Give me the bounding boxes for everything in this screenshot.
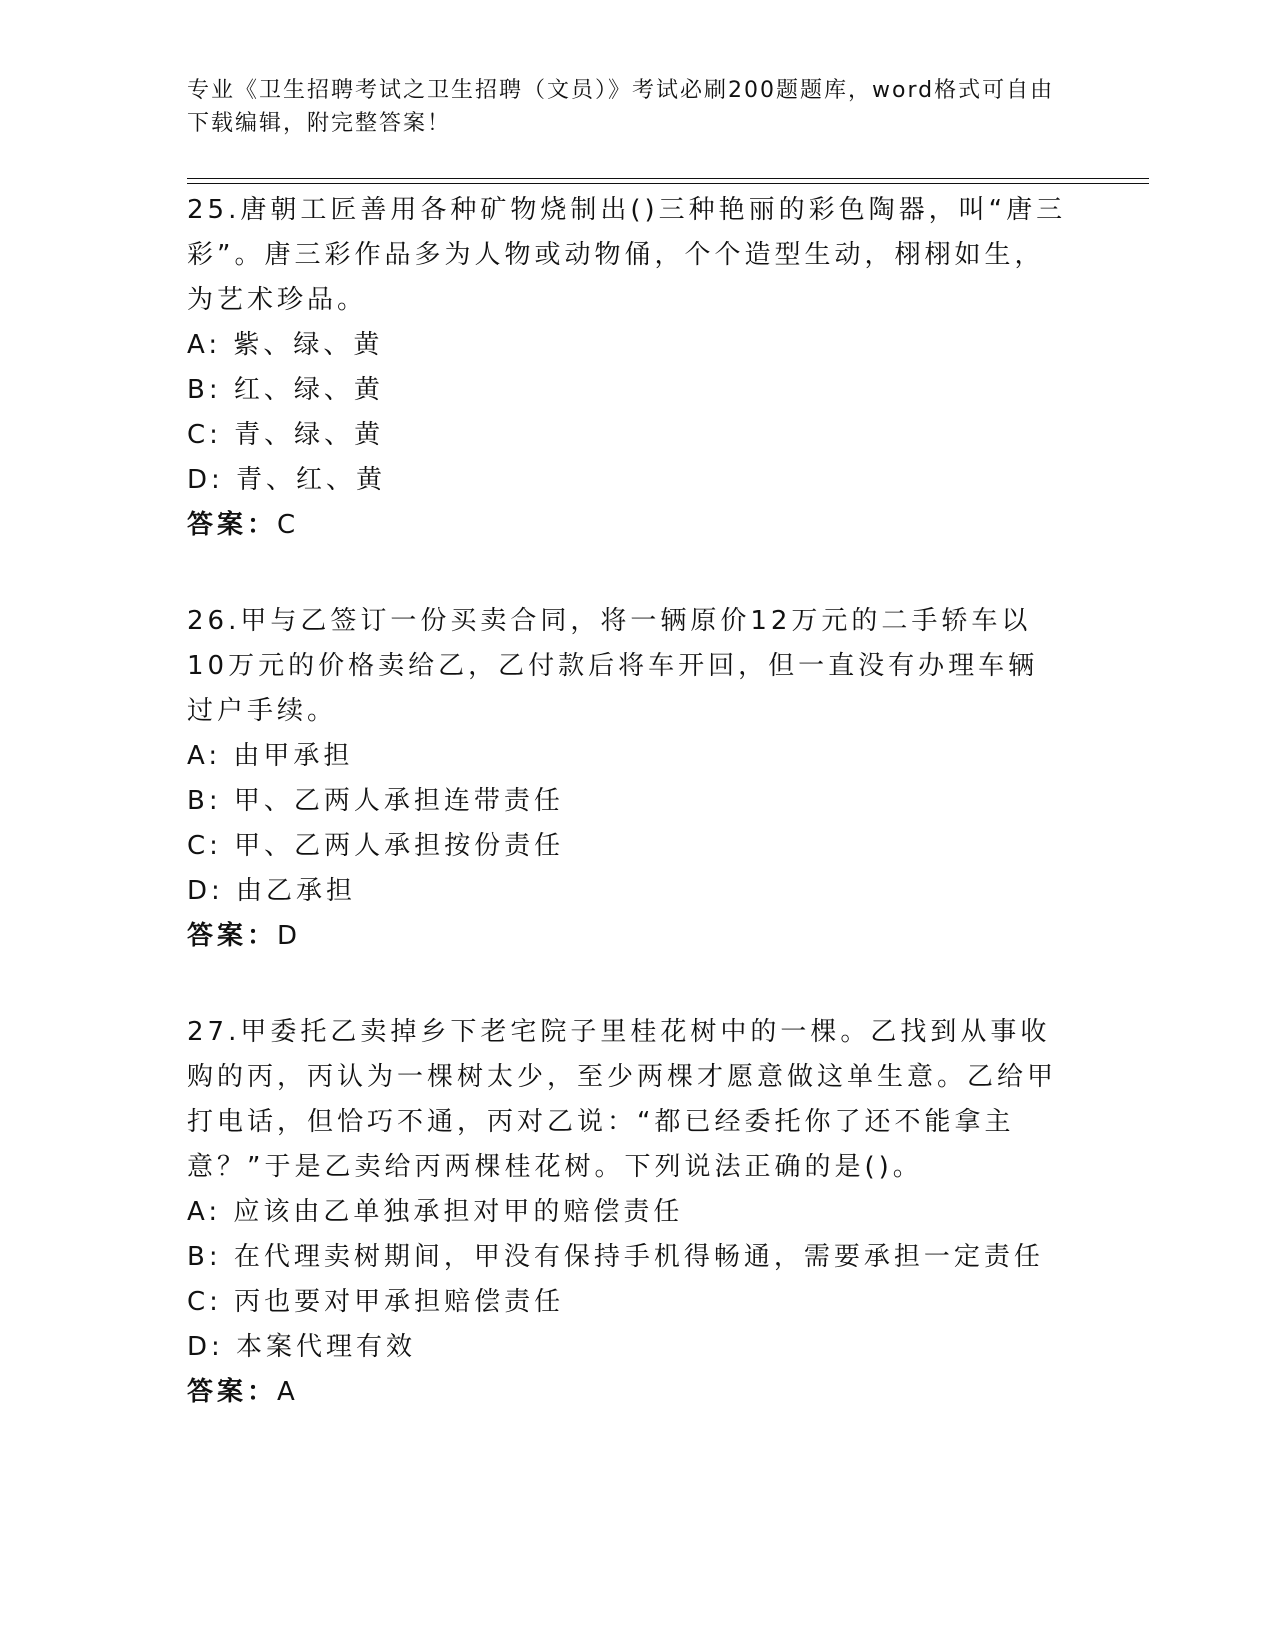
option-c: C: 青、绿、黄 [187,420,385,450]
answer-value: D [277,921,302,951]
header-divider-bottom [187,183,1149,184]
question-stem: 25.唐朝工匠善用各种矿物烧制出()三种艳丽的彩色陶器，叫“唐三彩”。唐三彩作品多为人物或动物俑，个个造型生动，栩栩如生，为艺术珍品。 [187,195,1067,315]
document-header: 专业《卫生招聘考试之卫生招聘（文员）》考试必刷200题题库，word格式可自由下载编辑，附完整答案！ [187,78,1055,136]
answer-label: 答案： [187,921,278,951]
answer-line [187,1370,1067,1415]
answer-line [187,503,1067,548]
question-stem: 27.甲委托乙卖掉乡下老宅院子里桂花树中的一棵。乙找到从事收购的丙，丙认为一棵树太少，至少两棵才愿意做这单生意。乙给甲打电话，但恰巧不通，丙对乙说：“都已经委托你了还不能拿主意？”于是乙卖给丙两棵桂花树。下列说法正确的是()。 [187,1017,1058,1182]
question-stem: 26.甲与乙签订一份买卖合同，将一辆原价12万元的二手轿车以10万元的价格卖给乙，乙付款后将车开回，但一直没有办理车辆过户手续。 [187,606,1039,726]
answer-label: 答案： [187,510,278,540]
option-a: A: 紫、绿、黄 [187,330,384,360]
option-d: D: 青、红、黄 [187,465,387,495]
answer-label: 答案： [187,1377,278,1407]
answer-value: A [277,1377,299,1407]
question-25 [187,188,1067,548]
option-c: C: 甲、乙两人承担按份责任 [187,831,565,861]
option-b: B: 红、绿、黄 [187,375,384,405]
question-27 [187,1010,1067,1415]
question-26 [187,599,1067,959]
option-a: A: 由甲承担 [187,741,354,771]
answer-value: C [277,510,300,540]
option-b: B: 甲、乙两人承担连带责任 [187,786,564,816]
option-b: B: 在代理卖树期间，甲没有保持手机得畅通，需要承担一定责任 [187,1242,1044,1272]
option-d: D: 本案代理有效 [187,1332,417,1362]
header-divider-top [187,178,1149,179]
option-d: D: 由乙承担 [187,876,357,906]
option-c: C: 丙也要对甲承担赔偿责任 [187,1287,565,1317]
answer-line [187,914,1067,959]
option-a: A: 应该由乙单独承担对甲的赔偿责任 [187,1197,684,1227]
